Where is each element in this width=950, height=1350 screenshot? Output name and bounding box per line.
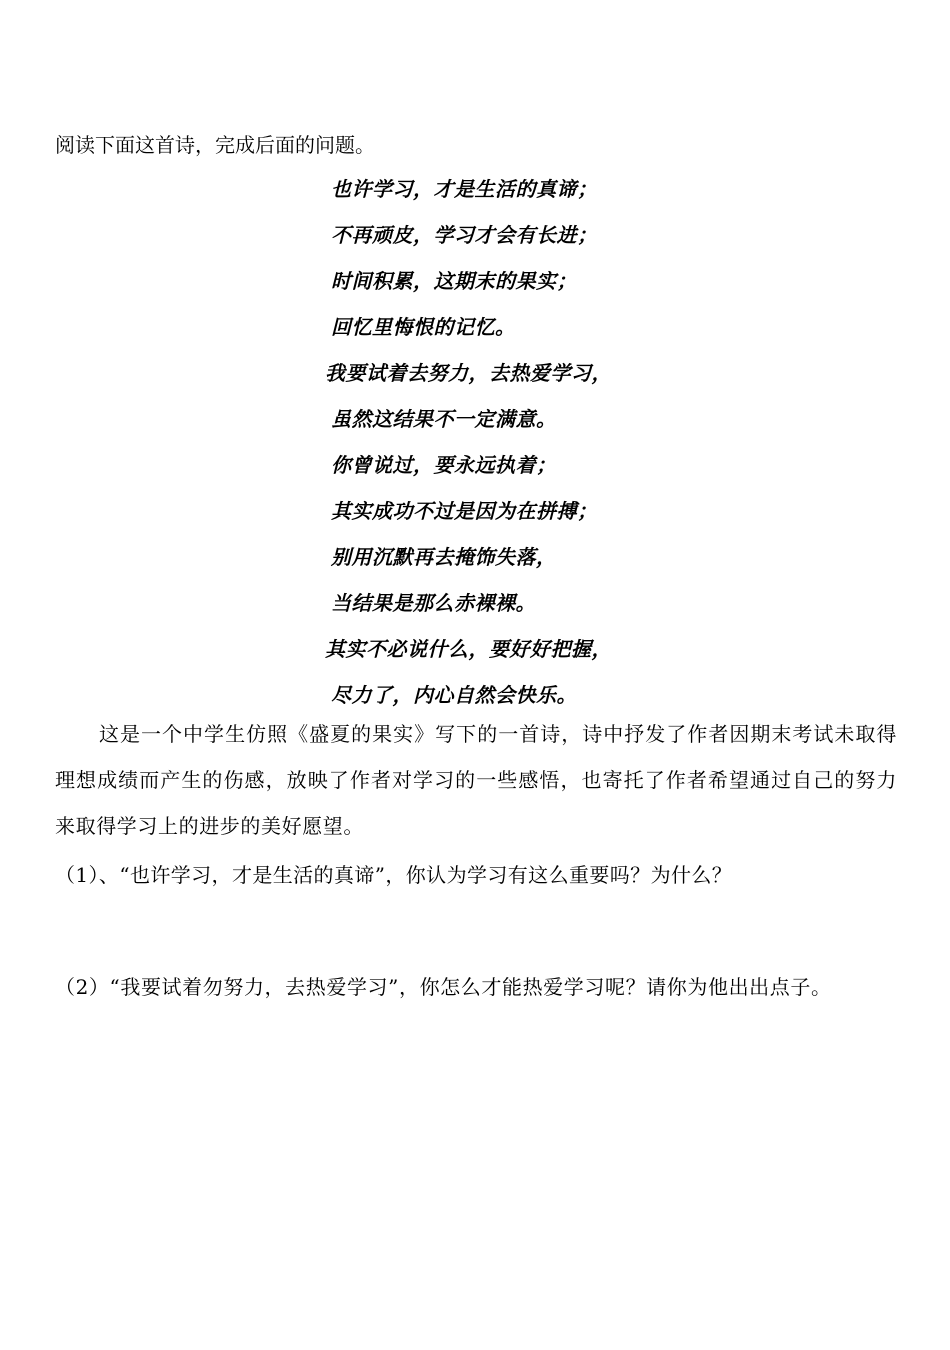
poem-line: 其实成功不过是因为在拼搏；: [331, 499, 598, 523]
poem-line: 也许学习，才是生活的真谛；: [331, 177, 598, 201]
poem-line: 不再顽皮，学习才会有长进；: [331, 223, 598, 247]
poem-line: 你曾说过，要永远执着；: [331, 453, 557, 477]
poem-line: 时间积累，这期末的果实；: [331, 269, 577, 293]
description-paragraph: 这是一个中学生仿照《盛夏的果实》写下的一首诗，诗中抒发了作者因期末考试未取得理想成绩而产生的伤感，放映了作者对学习的一些感悟，也寄托了作者希望通过自己的努力来取得学习上的进步的美好愿望。: [55, 722, 897, 838]
intro-text: 阅读下面这首诗，完成后面的问题。: [55, 133, 375, 157]
poem-line: 我要试着去努力，去热爱学习，: [325, 361, 612, 385]
poem-line: 其实不必说什么，要好好把握，: [325, 637, 612, 661]
question-1: （1）、“也许学习，才是生活的真谛”，你认为学习有这么重要吗？为什么？: [55, 863, 733, 887]
poem-line: 当结果是那么赤裸裸。: [331, 591, 536, 615]
poem-line: 回忆里悔恨的记忆。: [331, 315, 516, 339]
poem-line: 虽然这结果不一定满意。: [331, 407, 557, 431]
question-2: （2）“我要试着勿努力，去热爱学习”，你怎么才能热爱学习呢？请你为他出出点子。: [55, 975, 832, 999]
poem-line: 尽力了，内心自然会快乐。: [331, 683, 577, 707]
poem-line: 别用沉默再去掩饰失落，: [331, 545, 557, 569]
